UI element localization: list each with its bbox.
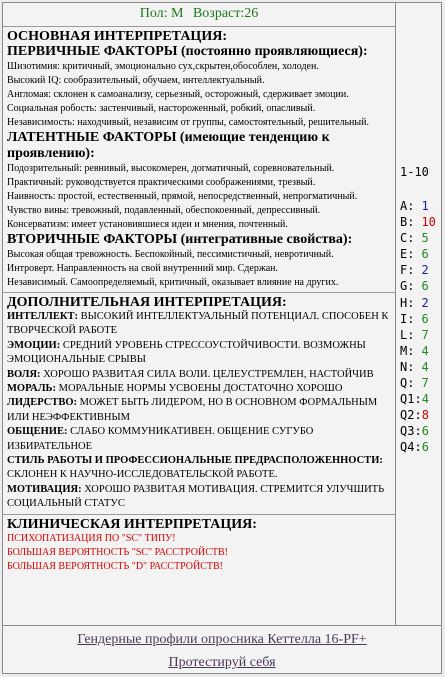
factor-value: 5 <box>421 231 429 246</box>
additional-item-text: СЛАБО КОММУНИКАТИВЕН. ОБЩЕНИЕ СУГУБО ИЗБИРАТЕЛЬНОЕ <box>7 426 314 452</box>
additional-item <box>7 382 393 396</box>
factor-score-row <box>400 278 436 294</box>
factor-label: I: <box>400 311 415 326</box>
latent-factor: Практичный: руководствуется практическими соображениями, трезвый. <box>7 177 316 188</box>
factor-label: A: <box>400 199 415 213</box>
primary-factor: Независимость: находчивый, независим от группы, самостоятельный, решительный. <box>7 117 369 128</box>
factor-label: L: <box>400 327 415 342</box>
results-panel <box>2 2 442 674</box>
factor-score-row <box>400 439 436 455</box>
secondary-factor: Интроверт. Направленность на свой внутренний мир. Сдержан. <box>7 263 279 274</box>
additional-item-text: СРЕДНИЙ УРОВЕНЬ СТРЕССОУСТОЙЧИВОСТИ. ВОЗМОЖНЫ ЭМОЦИОНАЛЬНЫЕ СРЫВЫ <box>7 339 366 366</box>
factor-label: Q2: <box>400 408 422 423</box>
additional-item-text: СКЛОНЕН К НАУЧНО-ИССЛЕДОВАТЕЛЬСКОЙ РАБОТЕ. <box>7 469 278 481</box>
factor-value: 8 <box>421 408 429 423</box>
additional-interpretation-title: ДОПОЛНИТЕЛЬНАЯ ИНТЕРПРЕТАЦИЯ: <box>7 295 287 310</box>
factor-value: 4 <box>421 392 429 407</box>
factor-value: 6 <box>421 424 429 439</box>
factor-value: 4 <box>421 359 429 374</box>
factor-label: Q1: <box>400 392 422 407</box>
factor-label: H: <box>400 295 415 310</box>
factor-label: B: <box>400 215 415 230</box>
age-label: Возраст:26 <box>192 6 259 21</box>
additional-item-text: ВЫСОКИЙ ИНТЕЛЛЕКТУАЛЬНЫЙ ПОТЕНЦИАЛ. СПОСОБЕН К ТВОРЧЕСКОЙ РАБОТЕ <box>7 311 389 337</box>
factor-value: 1 <box>421 199 429 213</box>
factor-value: 6 <box>421 247 429 262</box>
factor-label: Q3: <box>400 424 422 439</box>
additional-item-label: ВОЛЯ: <box>7 368 41 380</box>
gender-profiles-link[interactable]: Гендерные профили опросника Кеттелла 16-PF+ <box>77 632 367 647</box>
factor-value: 6 <box>421 311 429 326</box>
factor-score-row <box>400 359 436 375</box>
primary-factor: Англомая: склонен к самоанализу, серьезный, осторожный, сдерживает эмоции. <box>7 89 349 100</box>
clinical-warning: ПСИХОПАТИЗАЦИЯ ПО "SC" ТИПУ! <box>7 532 176 544</box>
additional-item <box>7 425 393 454</box>
latent-factor: Наивность: простой, естественный, прямой, непосредственный, непрогматичный. <box>7 191 358 202</box>
additional-item-label: СТИЛЬ РАБОТЫ И ПРОФЕССИОНАЛЬНЫЕ ПРЕДРАСПОЛОЖЕННОСТИ: <box>7 455 383 467</box>
additional-item-text: МОЖЕТ БЫТЬ ЛИДЕРОМ, НО В ОСНОВНОМ ФОРМАЛЬНЫМ ИЛИ НЕЭФФЕКТИВНЫМ <box>7 397 378 423</box>
additional-item-label: ОБЩЕНИЕ: <box>7 426 68 438</box>
factor-label: C: <box>400 231 415 246</box>
additional-item-label: ЛИДЕРСТВО: <box>7 397 78 409</box>
primary-factors-title: ПЕРВИЧНЫЕ ФАКТОРЫ (постоянно проявляющиеся): <box>7 44 368 59</box>
scale-title: 1-10 <box>400 165 429 179</box>
secondary-factors-title: ВТОРИЧНЫЕ ФАКТОРЫ (интегративные свойства): <box>7 232 353 247</box>
factor-label: G: <box>400 279 415 294</box>
factor-scale-column <box>395 3 441 625</box>
gender-label: Пол: М <box>139 6 184 21</box>
factor-value: 6 <box>421 279 429 294</box>
primary-factor: Социальная робость: застенчивый, настороженный, робкий, опасливый. <box>7 103 316 114</box>
factor-score-row <box>400 262 436 278</box>
factor-score-row <box>400 375 436 391</box>
clinical-interpretation-title: КЛИНИЧЕСКАЯ ИНТЕРПРЕТАЦИЯ: <box>7 516 257 532</box>
clinical-interpretation <box>3 515 395 576</box>
latent-factor: Чувство вины: тревожный, подавленный, обеспокоенный, депрессивный. <box>7 205 321 216</box>
factor-value: 7 <box>421 327 429 342</box>
factor-score-row <box>400 407 436 423</box>
additional-item-label: ЭМОЦИИ: <box>7 339 61 351</box>
additional-item <box>7 339 393 368</box>
factor-label: Q4: <box>400 440 422 455</box>
primary-factor: Шизотимия: критичный, эмоционально сух,скрытен,обособлен, холоден. <box>7 61 319 72</box>
factor-value: 10 <box>421 215 436 230</box>
additional-item-label: МОРАЛЬ: <box>7 383 56 395</box>
factor-label: N: <box>400 359 415 374</box>
additional-item <box>7 483 393 512</box>
factor-score-row <box>400 343 436 359</box>
additional-item-label: ИНТЕЛЛЕКТ: <box>7 311 78 322</box>
factor-score-row <box>400 246 436 262</box>
main-interpretation-title: ОСНОВНАЯ ИНТЕРПРЕТАЦИЯ: <box>7 29 227 44</box>
main-interpretation <box>3 27 395 293</box>
profile-header <box>3 3 395 27</box>
factor-label: Q: <box>400 376 415 391</box>
factor-label: E: <box>400 247 415 262</box>
factor-score-row <box>400 295 436 311</box>
factor-score-row <box>400 391 436 407</box>
footer <box>3 625 441 675</box>
additional-item <box>7 454 393 483</box>
secondary-factor: Высокая общая тревожность. Беспокойный, пессимистичный, невротичный. <box>7 249 334 260</box>
additional-interpretation <box>3 293 395 515</box>
factor-value: 6 <box>421 440 429 455</box>
factor-label: M: <box>400 343 415 358</box>
additional-item <box>7 310 393 339</box>
factor-scores <box>400 198 436 456</box>
factor-value: 7 <box>421 376 429 391</box>
take-test-link[interactable]: Протестируй себя <box>168 655 276 670</box>
clinical-warning: БОЛЬШАЯ ВЕРОЯТНОСТЬ "SC" РАССТРОЙСТВ! <box>7 546 228 558</box>
additional-item-text: ХОРОШО РАЗВИТАЯ СИЛА ВОЛИ. ЦЕЛЕУСТРЕМЛЕН, НАСТОЙЧИВ <box>40 368 374 380</box>
clinical-warning: БОЛЬШАЯ ВЕРОЯТНОСТЬ "D" РАССТРОЙСТВ! <box>7 560 223 572</box>
factor-value: 2 <box>421 263 429 278</box>
factor-value: 2 <box>421 295 429 310</box>
latent-factor: Консерватизм: имеет установившиеся идеи и мнения, почтенный. <box>7 219 288 230</box>
interpretation-column <box>3 27 395 576</box>
additional-item <box>7 396 393 425</box>
factor-value: 4 <box>421 343 429 358</box>
latent-factors-title: ЛАТЕНТНЫЕ ФАКТОРЫ (имеющие тенденцию к проявлению): <box>7 130 330 161</box>
additional-item-label: МОТИВАЦИЯ: <box>7 483 82 495</box>
factor-score-row <box>400 214 436 230</box>
secondary-factor: Независимый. Самоопределяемый, критичный, оказывает влияние на других. <box>7 277 339 288</box>
factor-score-row <box>400 230 436 246</box>
additional-item-text: ХОРОШО РАЗВИТАЯ МОТИВАЦИЯ. СТРЕМИТСЯ УЛУЧШИТЬ СОЦИАЛЬНЫЙ СТАТУС <box>7 483 385 510</box>
factor-label: F: <box>400 263 415 278</box>
additional-item <box>7 368 393 382</box>
additional-item-text: МОРАЛЬНЫЕ НОРМЫ УСВОЕНЫ ДОСТАТОЧНО ХОРОШО <box>56 383 343 395</box>
factor-score-row <box>400 327 436 343</box>
factor-score-row <box>400 423 436 439</box>
factor-score-row <box>400 311 436 327</box>
primary-factor: Высокий IQ: сообразительный, обучаем, интеллектуальный. <box>7 75 265 86</box>
latent-factor: Подозрительный: ревнивый, высокомерен, догматичный, соревновательный. <box>7 163 335 174</box>
factor-score-row <box>400 198 436 214</box>
